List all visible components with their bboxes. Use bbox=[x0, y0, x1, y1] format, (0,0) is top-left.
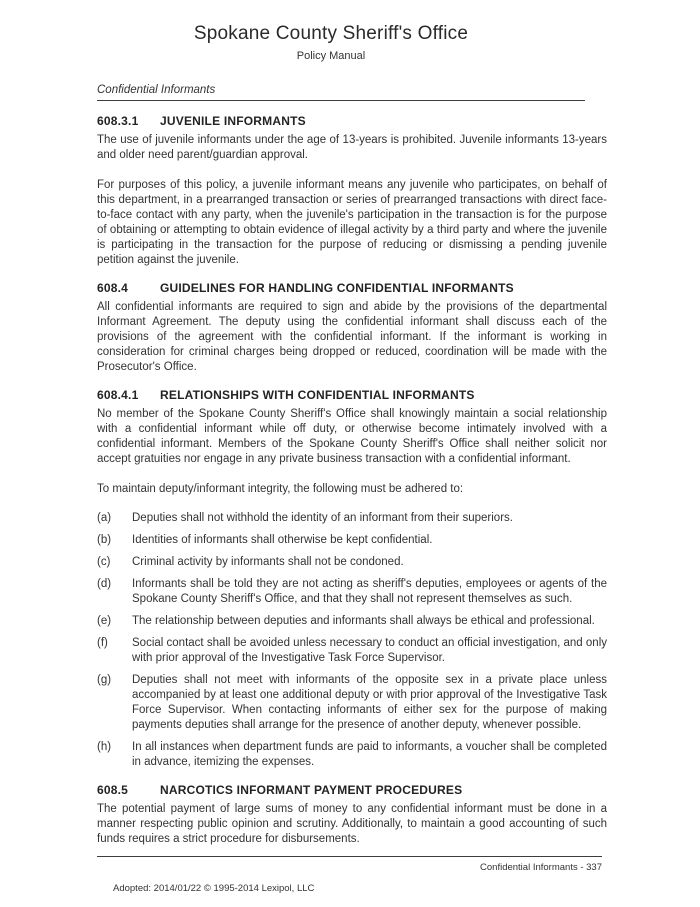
list-item-label: (a) bbox=[97, 512, 112, 524]
paragraph: No member of the Spokane County Sheriff's Office shall knowingly maintain a social relationship with a confidential informant while off duty, or otherwise become intimately involved with a confidential informant. Members of the Spokane County Sheriff's Office shall neither solicit nor accept gratuities nor engage in any private business transaction with a confidential informant. bbox=[97, 408, 607, 465]
list-item-label: (d) bbox=[97, 578, 112, 590]
section-title: GUIDELINES FOR HANDLING CONFIDENTIAL INFORMANTS bbox=[160, 281, 514, 295]
list-item-text: Deputies shall not meet with informants of the opposite sex in a private place unless accompanied by at least one additional deputy or with prior approval of the Investigative Task Force Supervisor. When contacting informants of either sex for the purpose of making payments deputies shall arrange for the presence of another deputy, whenever possible. bbox=[132, 674, 607, 731]
list-item-label: (c) bbox=[97, 556, 111, 568]
header-rule bbox=[97, 100, 585, 101]
list-item bbox=[97, 555, 607, 570]
policy-list bbox=[97, 511, 607, 770]
list-item-text: Social contact shall be avoided unless necessary to conduct an official investigation, and only with prior approval of the Investigative Task Force Supervisor. bbox=[132, 637, 607, 664]
list-item-label: (b) bbox=[97, 534, 112, 546]
section-608-3-1 bbox=[97, 114, 607, 268]
list-item-label: (e) bbox=[97, 615, 112, 627]
footer-page-label: Confidential Informants - 337 bbox=[480, 862, 602, 873]
section-heading bbox=[97, 114, 607, 128]
list-item-label: (g) bbox=[97, 674, 112, 686]
section-title: JUVENILE INFORMANTS bbox=[160, 114, 306, 128]
paragraph: The use of juvenile informants under the age of 13-years is prohibited. Juvenile informants 13-years and older need parent/guardian approval. bbox=[97, 134, 607, 161]
paragraph: The potential payment of large sums of money to any confidential informant must be done in a manner respecting public opinion and scrutiny. Additionally, to maintain a good accounting of such funds requires a strict procedure for disbursements. bbox=[97, 803, 607, 845]
list-item bbox=[97, 577, 607, 607]
list-item bbox=[97, 533, 607, 548]
document-title: Spokane County Sheriff's Office bbox=[193, 23, 469, 44]
list-item bbox=[97, 673, 607, 733]
list-item bbox=[97, 636, 607, 666]
list-item-text: The relationship between deputies and informants shall always be ethical and professional. bbox=[132, 615, 595, 627]
section-title: NARCOTICS INFORMANT PAYMENT PROCEDURES bbox=[160, 783, 463, 797]
section-heading bbox=[97, 783, 607, 797]
section-number: 608.3.1 bbox=[97, 114, 139, 128]
section-608-4-1 bbox=[97, 388, 607, 770]
list-item-text: Criminal activity by informants shall not be condoned. bbox=[132, 556, 404, 568]
section-608-5 bbox=[97, 783, 607, 847]
page-footer bbox=[97, 856, 607, 894]
list-item bbox=[97, 614, 607, 629]
footer-rule bbox=[97, 856, 602, 857]
list-item bbox=[97, 740, 607, 770]
list-item-text: Deputies shall not withhold the identity of an informant from their superiors. bbox=[132, 512, 513, 524]
section-number: 608.5 bbox=[97, 783, 129, 797]
section-608-4 bbox=[97, 281, 607, 375]
section-number: 608.4 bbox=[97, 281, 129, 295]
list-item-text: In all instances when department funds are paid to informants, a voucher shall be completed in advance, itemizing the expenses. bbox=[132, 741, 607, 768]
paragraph: For purposes of this policy, a juvenile informant means any juvenile who participates, on behalf of this department, in a prearranged transaction or series of prearranged transactions with direct face-to-face contact with any party, when the juvenile's participation in the transaction is for the purpose of obtaining or attempting to obtain evidence of illegal activity by a third party and where the juvenile is participating in the transaction for the purpose of reducing or dismissing a pending juvenile petition against the juvenile. bbox=[97, 179, 607, 266]
list-item bbox=[97, 511, 607, 526]
running-header: Confidential Informants bbox=[97, 84, 216, 96]
document-subtitle: Policy Manual bbox=[296, 50, 366, 62]
section-heading bbox=[97, 281, 607, 295]
section-number: 608.4.1 bbox=[97, 388, 139, 402]
list-item-text: Informants shall be told they are not acting as sheriff's deputies, employees or agents of the Spokane County Sheriff's Office, and that they shall not represent themselves as such. bbox=[132, 578, 607, 605]
section-heading bbox=[97, 388, 607, 402]
paragraph: To maintain deputy/informant integrity, the following must be adhered to: bbox=[97, 483, 464, 495]
list-item-text: Identities of informants shall otherwise be kept confidential. bbox=[132, 534, 433, 546]
footer-adopted-line: Adopted: 2014/01/22 © 1995-2014 Lexipol, LLC bbox=[113, 883, 315, 894]
list-item-label: (f) bbox=[97, 637, 108, 649]
paragraph: All confidential informants are required to sign and abide by the provisions of the departmental Informant Agreement. The deputy using the confidential informant shall discuss each of the provisions of the agreement with the confidential informant. If the informant is working in consideration for criminal charges being dropped or reduced, coordination will be made with the Prosecutor's Office. bbox=[97, 301, 607, 373]
list-item-label: (h) bbox=[97, 741, 112, 753]
section-title: RELATIONSHIPS WITH CONFIDENTIAL INFORMANTS bbox=[160, 388, 475, 402]
document-header bbox=[76, 23, 586, 62]
